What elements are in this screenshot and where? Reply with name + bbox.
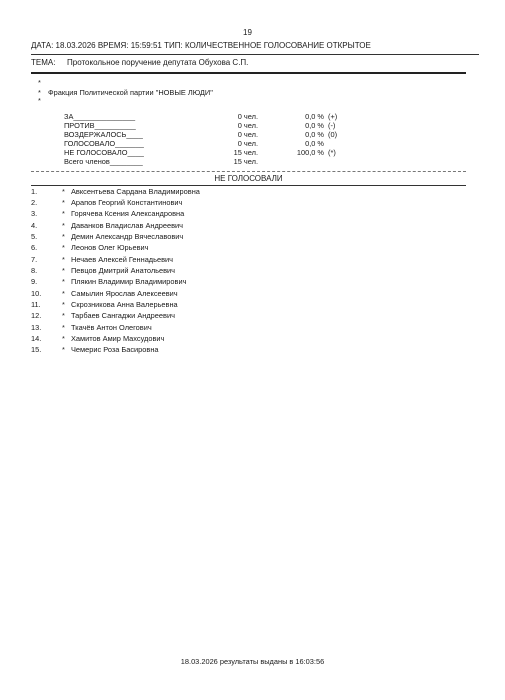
member-mark: * xyxy=(62,187,65,196)
member-number: 7. xyxy=(31,255,38,264)
section-divider xyxy=(31,171,466,172)
member-mark: * xyxy=(62,334,65,343)
member-name: Арапов Георгий Константинович xyxy=(71,198,183,207)
member-number: 2. xyxy=(31,198,38,207)
topic-rule xyxy=(31,72,466,74)
stat-count: 15 чел. xyxy=(233,157,258,166)
page-number: 19 xyxy=(243,28,252,37)
stat-count: 15 чел. xyxy=(233,148,258,157)
member-number: 3. xyxy=(31,209,38,218)
member-number: 4. xyxy=(31,221,38,230)
member-number: 8. xyxy=(31,266,38,275)
member-name: Даванков Владислав Андреевич xyxy=(71,221,184,230)
member-mark: * xyxy=(62,198,65,207)
stat-percent: 0,0 % xyxy=(305,139,324,148)
member-mark: * xyxy=(62,323,65,332)
stat-percent: 0,0 % xyxy=(305,130,324,139)
member-number: 5. xyxy=(31,232,38,241)
header-line xyxy=(31,41,371,51)
member-name: Чемерис Роза Басировна xyxy=(71,345,159,354)
bullet-mark: * xyxy=(38,96,41,105)
member-number: 10. xyxy=(31,289,42,298)
member-name: Скрозникова Анна Валерьевна xyxy=(71,300,178,309)
stat-label: НЕ ГОЛОСОВАЛО____ xyxy=(64,148,144,157)
date-label: ДАТА: xyxy=(31,41,54,50)
member-name: Хамитов Амир Махсудович xyxy=(71,334,165,343)
member-number: 1. xyxy=(31,187,38,196)
member-number: 12. xyxy=(31,311,42,320)
member-name: Самылин Ярослав Алексеевич xyxy=(71,289,178,298)
member-number: 13. xyxy=(31,323,42,332)
faction-bullet: * xyxy=(38,88,41,97)
member-number: 9. xyxy=(31,277,38,286)
topic-label: ТЕМА: xyxy=(31,58,56,67)
member-number: 6. xyxy=(31,243,38,252)
member-name: Горячева Ксения Александровна xyxy=(71,209,185,218)
stat-mark: (-) xyxy=(328,121,336,130)
member-name: Нечаев Алексей Геннадьевич xyxy=(71,255,173,264)
stat-percent: 100,0 % xyxy=(296,148,324,157)
member-mark: * xyxy=(62,277,65,286)
member-name: Певцов Дмитрий Анатольевич xyxy=(71,266,175,275)
stat-label: ГОЛОСОВАЛО_______ xyxy=(64,139,144,148)
member-number: 14. xyxy=(31,334,42,343)
member-name: Ткачёв Антон Олегович xyxy=(71,323,152,332)
member-name: Демин Александр Вячеславович xyxy=(71,232,184,241)
stat-percent: 0,0 % xyxy=(305,121,324,130)
member-name: Тарбаев Сангаджи Андреевич xyxy=(71,311,175,320)
stat-count: 0 чел. xyxy=(237,112,258,121)
member-mark: * xyxy=(62,221,65,230)
type-label: ТИП: xyxy=(164,41,183,50)
topic-text: Протокольное поручение депутата Обухова С.П. xyxy=(67,58,249,67)
type-value: КОЛИЧЕСТВЕННОЕ ГОЛОСОВАНИЕ ОТКРЫТОЕ xyxy=(184,41,371,50)
stat-count: 0 чел. xyxy=(237,121,258,130)
member-name: Плякин Владимир Владимирович xyxy=(71,277,187,286)
stat-count: 0 чел. xyxy=(237,139,258,148)
member-number: 11. xyxy=(31,300,41,309)
not-voted-rule xyxy=(31,185,466,186)
member-number: 15. xyxy=(31,345,42,354)
member-mark: * xyxy=(62,243,65,252)
member-name: Авксентьева Сардана Владимировна xyxy=(71,187,200,196)
header-rule xyxy=(31,54,479,55)
member-mark: * xyxy=(62,209,65,218)
stat-label: ЗА_______________ xyxy=(64,112,136,121)
not-voted-title: НЕ ГОЛОСОВАЛИ xyxy=(214,174,283,183)
member-mark: * xyxy=(62,300,65,309)
stat-label: ПРОТИВ__________ xyxy=(64,121,136,130)
member-name: Леонов Олег Юрьевич xyxy=(71,243,149,252)
report-footer: 18.03.2026 результаты выданы в 16:03:56 xyxy=(180,657,325,666)
member-mark: * xyxy=(62,232,65,241)
member-mark: * xyxy=(62,345,65,354)
time-label: ВРЕМЯ: xyxy=(97,41,129,50)
stat-label: Всего членов________ xyxy=(64,157,143,166)
member-mark: * xyxy=(62,289,65,298)
stat-mark: (0) xyxy=(328,130,338,139)
stat-count: 0 чел. xyxy=(237,130,258,139)
stat-mark: (*) xyxy=(328,148,336,157)
faction-name: Фракция Политической партии "НОВЫЕ ЛЮДИ" xyxy=(48,88,213,97)
date-value: 18.03.2026 xyxy=(55,41,96,50)
stat-label: ВОЗДЕРЖАЛОСЬ____ xyxy=(64,130,143,139)
member-mark: * xyxy=(62,266,65,275)
member-mark: * xyxy=(62,255,65,264)
stat-percent: 0,0 % xyxy=(305,112,324,121)
stat-mark: (+) xyxy=(328,112,338,121)
bullet-mark: * xyxy=(38,78,41,87)
time-value: 15:59:51 xyxy=(130,41,162,50)
member-mark: * xyxy=(62,311,65,320)
